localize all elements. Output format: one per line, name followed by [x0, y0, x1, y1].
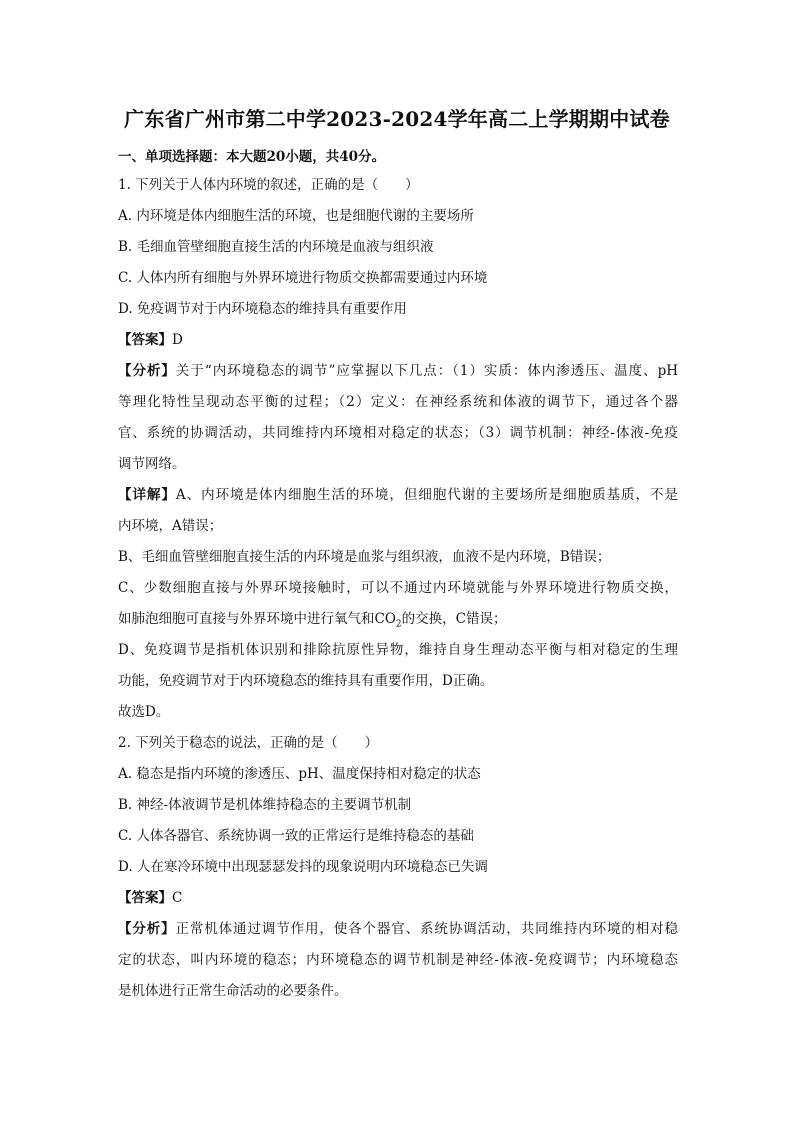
question-1-option-b: B. 毛细血管壁细胞直接生活的内环境是血液与组织液: [118, 239, 434, 255]
question-2-answer: [118, 883, 678, 914]
question-2-analysis-line-1: [118, 914, 678, 945]
detail-text: 的交换，C错误；: [401, 611, 507, 627]
question-2-option-c: C. 人体各器官、系统协调一致的正常运行是维持稳态的基础: [118, 828, 474, 844]
question-2-analysis-line-3: 是机体进行正常生命活动的必要条件。: [118, 983, 348, 999]
document-body: [118, 170, 678, 1007]
question-1-detail-line-1: [118, 480, 678, 511]
question-2-option-a: A. 稳态是指内环境的渗透压、pH、温度保持相对稳定的状态: [118, 766, 481, 782]
analysis-tag: 【分析】: [118, 921, 176, 937]
question-1-option-a: A. 内环境是体内细胞生活的环境，也是细胞代谢的主要场所: [118, 208, 474, 224]
question-1-detail-line-7: 功能，免疫调节对于内环境稳态的维持具有重要作用，D正确。: [118, 673, 494, 689]
question-1-analysis-line-4: 调节网络。: [118, 456, 186, 472]
analysis-text: 关于“内环境稳态的调节”应掌握以下几点：（1）实质：体内渗透压、温度、pH: [175, 363, 678, 379]
answer-tag: 【答案】: [118, 332, 172, 348]
question-1-option-c: C. 人体内所有细胞与外界环境进行物质交换都需要通过内环境: [118, 270, 488, 286]
question-1-detail-line-2: 内环境，A错误；: [118, 518, 223, 534]
co2-base: CO: [374, 611, 396, 627]
detail-tag: 【详解】: [118, 487, 176, 503]
detail-text: A、内环境是体内细胞生活的环境，但细胞代谢的主要场所是细胞质基质，不是: [175, 487, 678, 503]
question-1-detail-line-6: D、免疫调节是指机体识别和排除抗原性异物，维持自身生理动态平衡与相对稳定的生理: [118, 642, 678, 658]
question-1-option-d: D. 免疫调节对于内环境稳态的维持具有重要作用: [118, 301, 407, 317]
question-1-analysis-line-2: 等理化特性呈现动态平衡的过程；（2）定义：在神经系统和体液的调节下，通过各个器: [118, 394, 678, 410]
co2-formula: [374, 611, 402, 630]
analysis-text: 正常机体通过调节作用，使各个器官、系统协调活动，共同维持内环境的相对稳: [175, 921, 678, 937]
section-heading: 一、单项选择题：本大题20小题，共40分。: [118, 149, 386, 165]
document-title: 广东省广州市第二中学2023-2024学年高二上学期期中试卷: [124, 107, 670, 131]
question-1-detail-line-4: C、少数细胞直接与外界环境接触时，可以不通过内环境就能与外界环境进行物质交换，: [118, 580, 678, 596]
question-1-detail-line-3: B、毛细血管壁细胞直接生活的内环境是血浆与组织液，血液不是内环境，B错误；: [118, 549, 611, 565]
answer-value: D: [172, 332, 183, 348]
analysis-tag: 【分析】: [118, 363, 176, 379]
co2-subscript: 2: [395, 619, 402, 630]
question-1-stem: 1. 下列关于人体内环境的叙述，正确的是（ ）: [118, 177, 419, 193]
question-2-option-d: D. 人在寒冷环境中出现瑟瑟发抖的现象说明内环境稳态已失调: [118, 859, 488, 875]
answer-value: C: [172, 890, 183, 906]
question-2-stem: 2. 下列关于稳态的说法，正确的是（ ）: [118, 735, 379, 751]
question-1-analysis-line-1: [118, 356, 678, 387]
answer-tag: 【答案】: [118, 890, 172, 906]
question-1-conclusion: 故选D。: [118, 704, 170, 720]
question-1-detail-line-5: [118, 604, 678, 635]
question-1-answer: [118, 325, 678, 356]
question-2-analysis-line-2: 定的状态，叫内环境的稳态；内环境稳态的调节机制是神经-体液-免疫调节；内环境稳态: [118, 952, 678, 968]
detail-text: 如肺泡细胞可直接与外界环境中进行氧气和: [118, 611, 375, 627]
question-2-option-b: B. 神经-体液调节是机体维持稳态的主要调节机制: [118, 797, 412, 813]
question-1-analysis-line-3: 官、系统的协调活动，共同维持内环境相对稳定的状态；（3）调节机制：神经-体液-免疫: [118, 425, 678, 441]
